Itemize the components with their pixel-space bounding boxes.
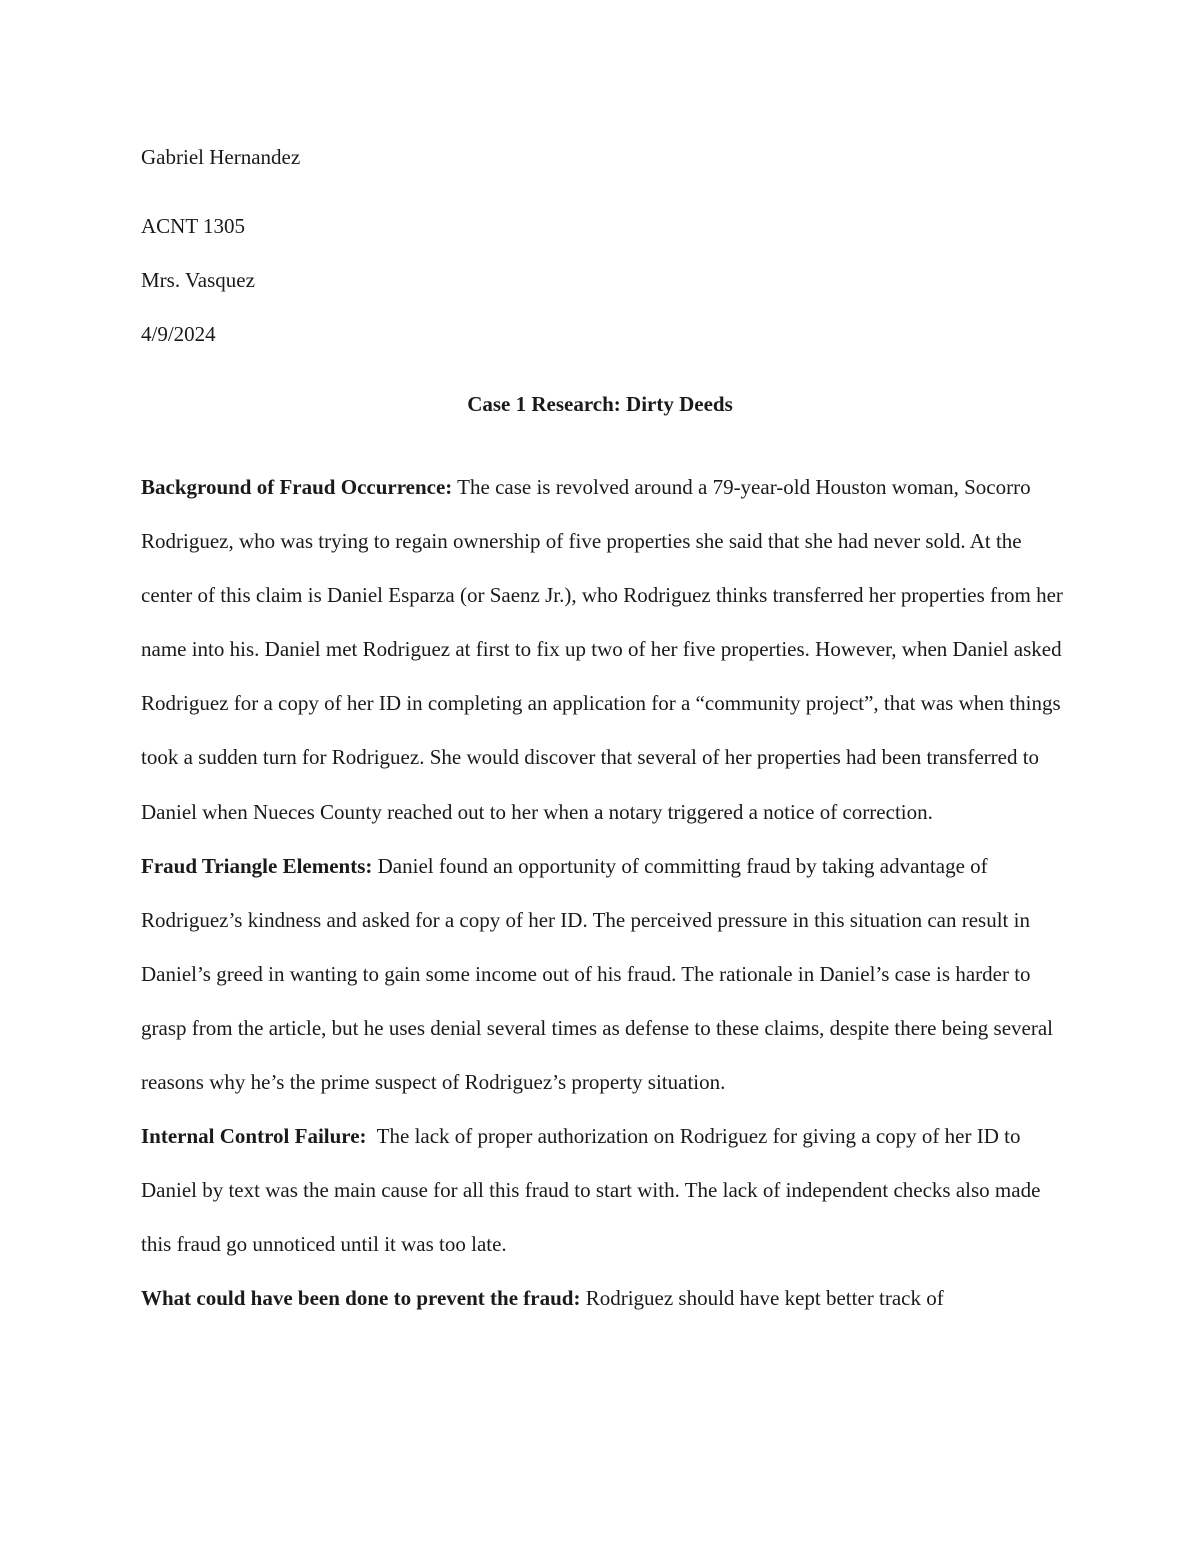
student-name: Gabriel Hernandez [141, 145, 301, 169]
date: 4/9/2024 [141, 322, 216, 346]
section-text: Daniel found an opportunity of committing fraud by taking advantage of Rodriguez’s kindness and asked for a copy of her ID. The perceived pressure in this situation can result in Daniel’s greed in wanting to gain some income out of his fraud. The rationale in Daniel’s case is harder to grasp from the article, but he uses denial several times as defense to these claims, despite there being several reasons why he’s the prime suspect of Rodriguez’s property situation. [141, 853, 1054, 1095]
section-fraud-triangle [141, 839, 1066, 1109]
section-text: The lack of proper authorization on Rodriguez for giving a copy of her ID to Daniel by text was the main cause for all this fraud to start with. The lack of independent checks also made this fraud go unnoticed until it was too late. [141, 1124, 1041, 1257]
instructor-name: Mrs. Vasquez [141, 268, 255, 292]
section-text: Rodriguez should have kept better track of [585, 1286, 944, 1311]
section-internal-control [141, 1109, 1066, 1271]
section-label: Fraud Triangle Elements: [141, 853, 373, 878]
section-label: Background of Fraud Occurrence: [141, 475, 453, 499]
section-label: Internal Control Failure: [141, 1124, 367, 1149]
document-title: Case 1 Research: Dirty Deeds [467, 392, 733, 416]
section-prevention [141, 1271, 1066, 1325]
document-body [141, 460, 1066, 1326]
section-background [141, 460, 1066, 839]
course-code: ACNT 1305 [141, 214, 246, 238]
section-text: The case is revolved around a 79-year-old Houston woman, Socorro Rodriguez, who was trying to regain ownership of five properties she said that she had never sold. At the center of this claim is Daniel Esparza (or Saenz Jr.), who Rodriguez thinks transferred her properties from her name into his. Daniel met Rodriguez at first to fix up two of her five properties. However, when Daniel asked Rodriguez for a copy of her ID in completing an application for a “community project”, that was when things took a sudden turn for Rodriguez. She would discover that several of her properties had been transferred to Daniel when Nueces County reached out to her when a notary triggered a notice of correction. [141, 475, 1063, 824]
section-label: What could have been done to prevent the fraud: [141, 1286, 581, 1311]
